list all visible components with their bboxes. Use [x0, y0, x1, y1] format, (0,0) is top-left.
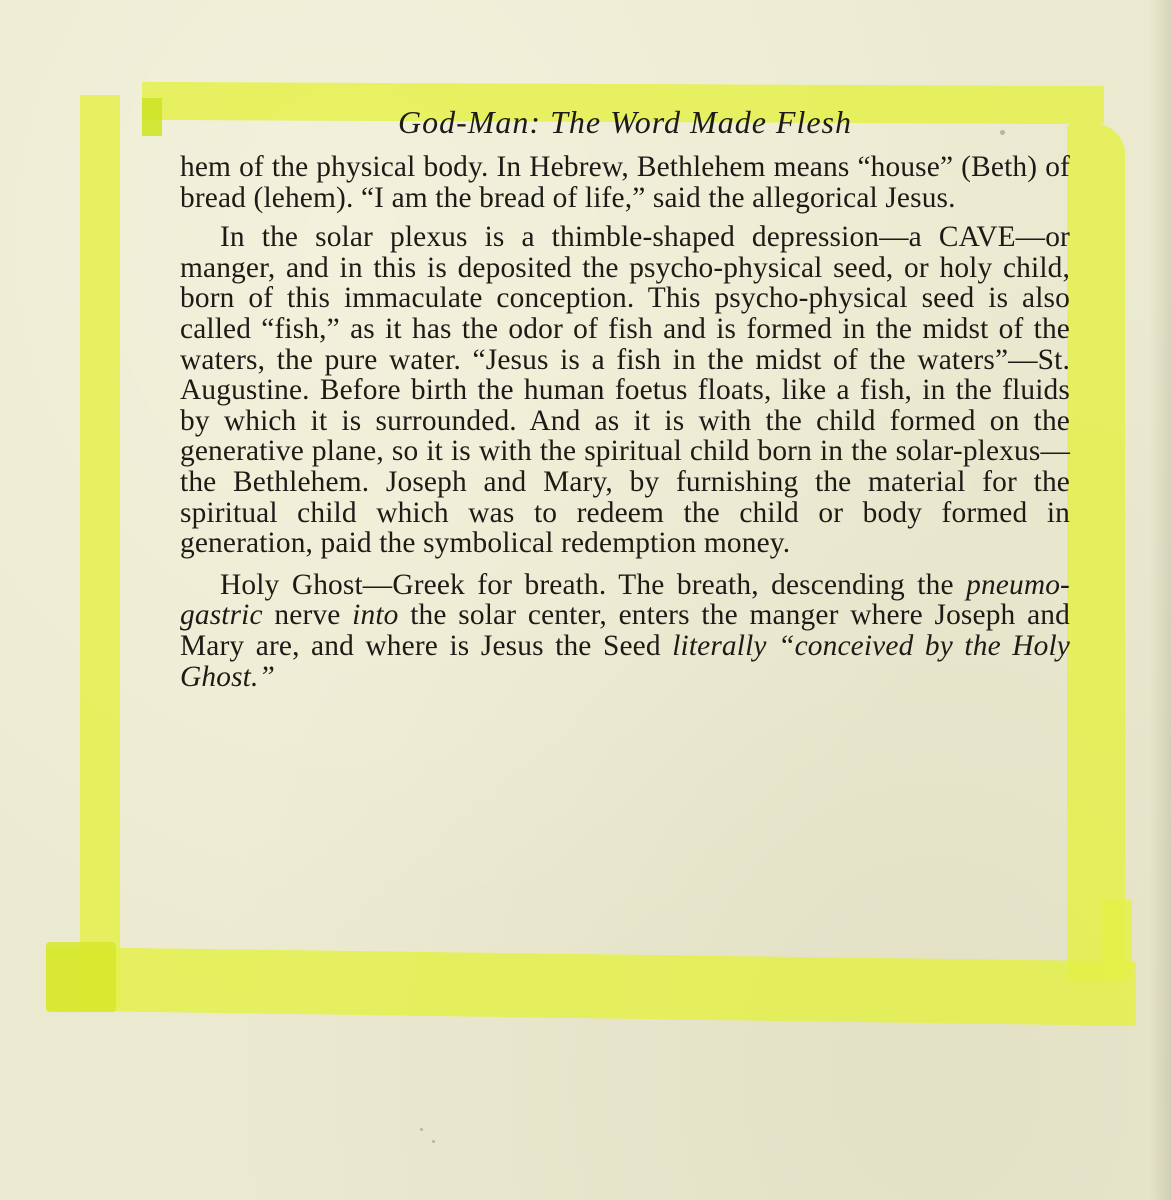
paper-speck	[420, 1128, 423, 1131]
page-edge-shadow	[1149, 0, 1171, 1200]
paragraph-3-italic-2: into	[352, 599, 399, 632]
highlight-stroke-corner	[46, 942, 116, 1012]
highlight-stroke-left-start	[142, 98, 162, 136]
paragraph-2: In the solar plexus is a thimble-shaped depression—a CAVE—or manger, and in this is deposited the psycho-physical seed, or holy child, born of this immaculate conception. This psycho-physical seed is also called “fish,” as it has the odor of fish and is formed in the midst of the waters, the pure water. “Jesus is a fish in the midst of the waters”—St. Augustine. Before birth the human foetus floats, like a fish, in the fluids by which it is surrounded. And as it is with the child formed on the generative plane, so it is with the spiritual child born in the solar-plexus—the Bethlehem. Joseph and Mary, by furnishing the material for the spiritual child which was to redeem the child or body formed in generation, paid the symbolical redemption money.	[180, 221, 1070, 560]
highlight-stroke-left	[80, 95, 120, 1005]
paragraph-1: hem of the physical body. In Hebrew, Bethlehem means “house” (Beth) of bread (lehem). “I am the bread of life,” said the allegorical Jesus.	[180, 151, 1070, 214]
paper-speck	[432, 1140, 435, 1143]
paper-speck	[1000, 130, 1005, 135]
paragraph-3	[180, 570, 1070, 692]
highlight-stroke-right	[1067, 124, 1125, 982]
paragraph-3-text-2: nerve	[262, 599, 353, 632]
paragraph-3-italic-1: pneumo-gastric	[180, 568, 1070, 632]
highlight-stroke-bottom	[46, 940, 1136, 1026]
running-head: God-Man: The Word Made Flesh	[397, 104, 852, 140]
paragraph-3-italic-3: literally “conceived by the Holy Ghost.”	[180, 629, 1070, 693]
paragraph-3-text-1: Holy Ghost—Greek for breath. The breath, descending the	[220, 568, 967, 601]
page-text	[180, 96, 1070, 692]
paragraph-3-text-3: the solar center, enters the manger where Joseph and Mary are, and where is Jesus the Seed	[180, 599, 1071, 662]
